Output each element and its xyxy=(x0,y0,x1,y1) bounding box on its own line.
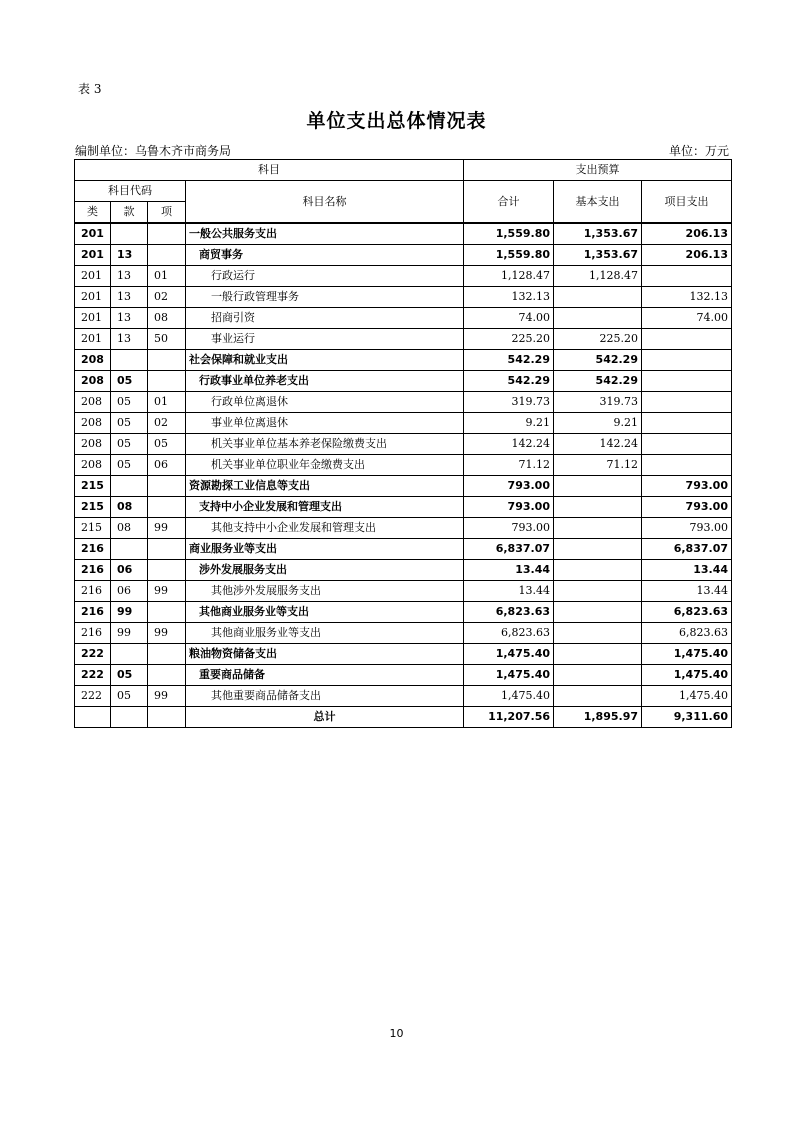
cell-basic xyxy=(554,686,642,707)
cell-lei: 201 xyxy=(75,223,111,245)
cell-lei: 215 xyxy=(75,476,111,497)
cell-lei: 222 xyxy=(75,644,111,665)
cell-project: 13.44 xyxy=(642,581,732,602)
cell-basic xyxy=(554,287,642,308)
cell-xiang xyxy=(148,560,186,581)
cell-xiang xyxy=(148,539,186,560)
cell-kuan: 08 xyxy=(111,497,148,518)
cell-name: 机关事业单位基本养老保险缴费支出 xyxy=(186,434,464,455)
cell-lei: 208 xyxy=(75,413,111,434)
cell-total: 1,128.47 xyxy=(464,266,554,287)
cell-project xyxy=(642,266,732,287)
cell-lei: 216 xyxy=(75,539,111,560)
cell-lei: 216 xyxy=(75,560,111,581)
cell-name: 涉外发展服务支出 xyxy=(186,560,464,581)
table-label: 表 3 xyxy=(78,82,102,96)
cell-xiang: 99 xyxy=(148,581,186,602)
cell-name: 商业服务业等支出 xyxy=(186,539,464,560)
cell-total: 225.20 xyxy=(464,329,554,350)
table-row xyxy=(75,350,732,371)
cell-xiang: 02 xyxy=(148,413,186,434)
cell-name: 支持中小企业发展和管理支出 xyxy=(186,497,464,518)
cell-kuan: 05 xyxy=(111,371,148,392)
cell-project xyxy=(642,413,732,434)
cell-xiang xyxy=(148,245,186,266)
cell-lei: 201 xyxy=(75,266,111,287)
table-row xyxy=(75,560,732,581)
table-row xyxy=(75,518,732,539)
cell-xiang: 01 xyxy=(148,266,186,287)
page-number: 10 xyxy=(389,1027,404,1040)
cell-kuan xyxy=(111,476,148,497)
cell-name: 招商引资 xyxy=(186,308,464,329)
cell-project: 1,475.40 xyxy=(642,686,732,707)
cell-project: 132.13 xyxy=(642,287,732,308)
cell-xiang: 99 xyxy=(148,623,186,644)
cell-project xyxy=(642,350,732,371)
cell-lei: 201 xyxy=(75,245,111,266)
cell-name: 机关事业单位职业年金缴费支出 xyxy=(186,455,464,476)
cell-xiang xyxy=(148,371,186,392)
cell-name: 其他商业服务业等支出 xyxy=(186,623,464,644)
cell-total: 542.29 xyxy=(464,350,554,371)
total-empty-cell xyxy=(75,707,111,728)
cell-kuan: 13 xyxy=(111,308,148,329)
table-row xyxy=(75,539,732,560)
cell-lei: 208 xyxy=(75,371,111,392)
cell-name: 事业运行 xyxy=(186,329,464,350)
cell-kuan: 99 xyxy=(111,602,148,623)
cell-name: 其他重要商品储备支出 xyxy=(186,686,464,707)
cell-xiang: 99 xyxy=(148,518,186,539)
header-budget: 支出预算 xyxy=(464,160,732,181)
cell-basic: 542.29 xyxy=(554,350,642,371)
total-basic: 1,895.97 xyxy=(554,707,642,728)
cell-basic: 1,128.47 xyxy=(554,266,642,287)
cell-kuan: 05 xyxy=(111,686,148,707)
cell-basic xyxy=(554,581,642,602)
total-row xyxy=(75,707,732,728)
cell-name: 其他支持中小企业发展和管理支出 xyxy=(186,518,464,539)
cell-total: 793.00 xyxy=(464,476,554,497)
cell-total: 142.24 xyxy=(464,434,554,455)
cell-total: 319.73 xyxy=(464,392,554,413)
cell-basic: 319.73 xyxy=(554,392,642,413)
cell-basic xyxy=(554,602,642,623)
cell-xiang: 99 xyxy=(148,686,186,707)
cell-lei: 208 xyxy=(75,350,111,371)
table-row xyxy=(75,413,732,434)
cell-kuan: 06 xyxy=(111,581,148,602)
cell-xiang: 06 xyxy=(148,455,186,476)
cell-lei: 216 xyxy=(75,602,111,623)
cell-total: 1,475.40 xyxy=(464,644,554,665)
cell-total: 1,559.80 xyxy=(464,245,554,266)
cell-project: 793.00 xyxy=(642,518,732,539)
cell-project: 6,823.63 xyxy=(642,623,732,644)
table-row xyxy=(75,686,732,707)
cell-kuan: 05 xyxy=(111,392,148,413)
currency-unit: 单位：万元 xyxy=(668,144,729,158)
table-row xyxy=(75,581,732,602)
cell-lei: 208 xyxy=(75,392,111,413)
cell-basic xyxy=(554,560,642,581)
cell-total: 132.13 xyxy=(464,287,554,308)
cell-name: 行政单位离退休 xyxy=(186,392,464,413)
cell-kuan: 06 xyxy=(111,560,148,581)
cell-total: 1,559.80 xyxy=(464,223,554,245)
cell-basic xyxy=(554,476,642,497)
total-label: 总计 xyxy=(186,707,464,728)
cell-xiang: 08 xyxy=(148,308,186,329)
cell-project: 793.00 xyxy=(642,497,732,518)
cell-xiang xyxy=(148,223,186,245)
cell-xiang xyxy=(148,350,186,371)
cell-xiang xyxy=(148,602,186,623)
header-name: 科目名称 xyxy=(186,181,464,224)
cell-kuan: 05 xyxy=(111,413,148,434)
page-title: 单位支出总体情况表 xyxy=(306,110,487,132)
cell-total: 1,475.40 xyxy=(464,686,554,707)
cell-project xyxy=(642,329,732,350)
table-row xyxy=(75,623,732,644)
cell-total: 71.12 xyxy=(464,455,554,476)
cell-xiang xyxy=(148,644,186,665)
cell-total: 13.44 xyxy=(464,560,554,581)
cell-xiang: 02 xyxy=(148,287,186,308)
cell-basic: 225.20 xyxy=(554,329,642,350)
table-row xyxy=(75,665,732,686)
cell-name: 商贸事务 xyxy=(186,245,464,266)
table-row xyxy=(75,434,732,455)
cell-total: 6,823.63 xyxy=(464,602,554,623)
cell-kuan xyxy=(111,539,148,560)
cell-name: 粮油物资储备支出 xyxy=(186,644,464,665)
total-empty-cell xyxy=(148,707,186,728)
cell-kuan: 99 xyxy=(111,623,148,644)
cell-name: 一般公共服务支出 xyxy=(186,223,464,245)
cell-project xyxy=(642,392,732,413)
table-row xyxy=(75,329,732,350)
cell-kuan: 13 xyxy=(111,266,148,287)
cell-name: 其他涉外发展服务支出 xyxy=(186,581,464,602)
cell-total: 1,475.40 xyxy=(464,665,554,686)
cell-kuan: 05 xyxy=(111,665,148,686)
cell-kuan: 13 xyxy=(111,329,148,350)
cell-basic xyxy=(554,308,642,329)
cell-name: 事业单位离退休 xyxy=(186,413,464,434)
cell-basic: 9.21 xyxy=(554,413,642,434)
cell-basic xyxy=(554,665,642,686)
cell-lei: 208 xyxy=(75,434,111,455)
cell-basic: 1,353.67 xyxy=(554,223,642,245)
table-row xyxy=(75,245,732,266)
header-subject: 科目 xyxy=(75,160,464,181)
expenditure-table xyxy=(74,159,732,728)
cell-project xyxy=(642,434,732,455)
cell-project: 206.13 xyxy=(642,245,732,266)
table-row xyxy=(75,371,732,392)
cell-project: 1,475.40 xyxy=(642,644,732,665)
cell-project: 206.13 xyxy=(642,223,732,245)
table-row xyxy=(75,497,732,518)
cell-lei: 201 xyxy=(75,329,111,350)
cell-project xyxy=(642,371,732,392)
cell-xiang xyxy=(148,476,186,497)
cell-lei: 215 xyxy=(75,497,111,518)
cell-basic xyxy=(554,623,642,644)
total-sum: 11,207.56 xyxy=(464,707,554,728)
cell-name: 重要商品储备 xyxy=(186,665,464,686)
total-project: 9,311.60 xyxy=(642,707,732,728)
cell-kuan: 08 xyxy=(111,518,148,539)
cell-lei: 216 xyxy=(75,581,111,602)
header-basic: 基本支出 xyxy=(554,181,642,224)
table-row xyxy=(75,644,732,665)
cell-xiang xyxy=(148,665,186,686)
cell-kuan: 13 xyxy=(111,245,148,266)
cell-total: 6,823.63 xyxy=(464,623,554,644)
table-row xyxy=(75,602,732,623)
cell-lei: 222 xyxy=(75,665,111,686)
cell-lei: 215 xyxy=(75,518,111,539)
cell-basic xyxy=(554,497,642,518)
cell-xiang xyxy=(148,497,186,518)
cell-total: 542.29 xyxy=(464,371,554,392)
cell-basic: 1,353.67 xyxy=(554,245,642,266)
cell-basic: 142.24 xyxy=(554,434,642,455)
cell-kuan xyxy=(111,223,148,245)
cell-basic xyxy=(554,518,642,539)
cell-total: 9.21 xyxy=(464,413,554,434)
cell-project: 793.00 xyxy=(642,476,732,497)
cell-kuan: 05 xyxy=(111,434,148,455)
cell-basic xyxy=(554,539,642,560)
cell-project: 6,837.07 xyxy=(642,539,732,560)
header-project: 项目支出 xyxy=(642,181,732,224)
cell-basic: 71.12 xyxy=(554,455,642,476)
cell-name: 行政运行 xyxy=(186,266,464,287)
compiler-unit: 编制单位：乌鲁木齐市商务局 xyxy=(75,144,232,158)
cell-lei: 222 xyxy=(75,686,111,707)
cell-basic xyxy=(554,644,642,665)
header-total: 合计 xyxy=(464,181,554,224)
cell-total: 793.00 xyxy=(464,518,554,539)
table-row xyxy=(75,266,732,287)
cell-project: 74.00 xyxy=(642,308,732,329)
cell-name: 其他商业服务业等支出 xyxy=(186,602,464,623)
table-body xyxy=(75,223,732,728)
cell-name: 资源勘探工业信息等支出 xyxy=(186,476,464,497)
cell-kuan xyxy=(111,644,148,665)
cell-kuan: 05 xyxy=(111,455,148,476)
cell-project: 6,823.63 xyxy=(642,602,732,623)
table-row xyxy=(75,476,732,497)
table-row xyxy=(75,223,732,245)
cell-project xyxy=(642,455,732,476)
cell-lei: 201 xyxy=(75,308,111,329)
cell-lei: 208 xyxy=(75,455,111,476)
cell-basic: 542.29 xyxy=(554,371,642,392)
header-kuan: 款 xyxy=(111,202,148,224)
cell-total: 74.00 xyxy=(464,308,554,329)
cell-project: 1,475.40 xyxy=(642,665,732,686)
cell-kuan xyxy=(111,350,148,371)
cell-total: 793.00 xyxy=(464,497,554,518)
cell-xiang: 01 xyxy=(148,392,186,413)
header-lei: 类 xyxy=(75,202,111,224)
table-row xyxy=(75,392,732,413)
table-row xyxy=(75,455,732,476)
cell-name: 一般行政管理事务 xyxy=(186,287,464,308)
table-row xyxy=(75,308,732,329)
cell-lei: 216 xyxy=(75,623,111,644)
header-code: 科目代码 xyxy=(75,181,186,202)
cell-xiang: 50 xyxy=(148,329,186,350)
cell-project: 13.44 xyxy=(642,560,732,581)
cell-total: 13.44 xyxy=(464,581,554,602)
table-row xyxy=(75,287,732,308)
cell-kuan: 13 xyxy=(111,287,148,308)
total-empty-cell xyxy=(111,707,148,728)
cell-name: 社会保障和就业支出 xyxy=(186,350,464,371)
header-xiang: 项 xyxy=(148,202,186,224)
cell-total: 6,837.07 xyxy=(464,539,554,560)
cell-lei: 201 xyxy=(75,287,111,308)
cell-name: 行政事业单位养老支出 xyxy=(186,371,464,392)
cell-xiang: 05 xyxy=(148,434,186,455)
